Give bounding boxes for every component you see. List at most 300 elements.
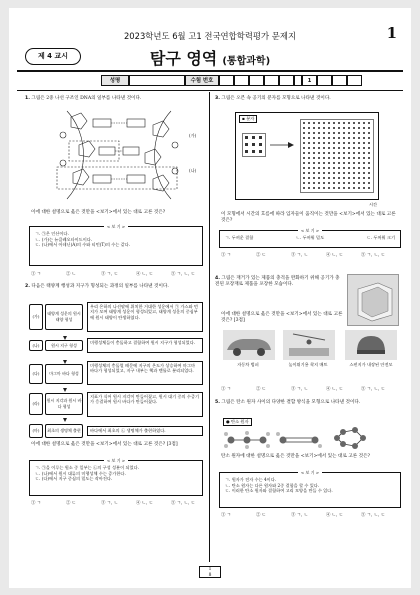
particle-dot bbox=[338, 182, 340, 184]
particle-dot bbox=[303, 142, 305, 144]
exam-digit-box[interactable] bbox=[317, 75, 332, 86]
particle-dot bbox=[348, 162, 350, 164]
particle-dot bbox=[353, 142, 355, 144]
small-particle-grid bbox=[242, 133, 266, 157]
particle-dot bbox=[333, 157, 335, 159]
particle-dot bbox=[303, 172, 305, 174]
bogi-item: ㄷ. (나)에서 아데닌(A)의 수와 티민(T)의 수는 같다. bbox=[35, 242, 131, 248]
particle-dot bbox=[333, 142, 335, 144]
particle-dot bbox=[318, 142, 320, 144]
exam-digit-box[interactable] bbox=[249, 75, 264, 86]
particle-dot bbox=[358, 132, 360, 134]
bogi-box bbox=[29, 460, 203, 496]
particle-dot bbox=[368, 187, 370, 189]
helmet-icon bbox=[345, 330, 397, 360]
particle-dot bbox=[348, 172, 350, 174]
particle-dot bbox=[333, 147, 335, 149]
stage-title: 마그마 바다 형성 bbox=[45, 364, 83, 384]
particle-dot bbox=[313, 122, 315, 124]
particle-dot bbox=[313, 127, 315, 129]
particle-dot bbox=[363, 157, 365, 159]
choice-4[interactable]: ④ ㄴ, ㄷ bbox=[136, 501, 154, 506]
particle-dot bbox=[313, 172, 315, 174]
exam-title: 2023학년도 6월 고1 전국연합학력평가 문제지 bbox=[123, 31, 297, 41]
label-a: (가) bbox=[189, 133, 197, 138]
bogi-item: ㄱ. ㉠을 이루는 원소 중 일부는 ㉡의 구성 성분이 되었다. bbox=[35, 465, 139, 470]
label-b: (나) bbox=[189, 168, 197, 173]
name-field[interactable] bbox=[129, 75, 185, 86]
stage-title: 원시 지각과 원시 바다 형성 bbox=[45, 393, 83, 415]
particle-dot bbox=[368, 152, 370, 154]
question-5-stem bbox=[215, 400, 401, 406]
particle-dot bbox=[308, 167, 310, 169]
stage-title: 최초의 생명체 출현 bbox=[45, 424, 83, 438]
choice-2[interactable]: ② ㄴ bbox=[66, 272, 77, 277]
particle-dot bbox=[328, 182, 330, 184]
particle-dot bbox=[323, 132, 325, 134]
choice-1[interactable]: ① ㄱ bbox=[221, 513, 232, 518]
stage-description: 미행성체의 충돌열 때문에 지구의 온도가 상승하여 마그마 바다가 형성되었고, 지구 내부는 핵과 맨틀로 분리되었다. bbox=[87, 361, 203, 385]
particle-dot bbox=[318, 147, 320, 149]
bogi-item: ㄷ. 두꺼워 크기 bbox=[366, 235, 395, 240]
particle-dot bbox=[323, 122, 325, 124]
particle-dot bbox=[313, 137, 315, 139]
particle-dot bbox=[308, 147, 310, 149]
particle-dot bbox=[363, 152, 365, 154]
question-1-prompt: 이에 대한 설명으로 옳은 것만을 <보기>에서 있는 대로 고른 것은? bbox=[31, 210, 166, 215]
stage-label: (다) bbox=[29, 364, 43, 384]
choice-2[interactable]: ② ㄷ bbox=[256, 253, 267, 258]
particle-dot bbox=[363, 172, 365, 174]
exam-digit-box[interactable] bbox=[219, 75, 234, 86]
bogi-item: ㄱ. 원자가 전자 수는 4이다. bbox=[225, 477, 277, 482]
particle-dot bbox=[358, 152, 360, 154]
particle-dot bbox=[303, 177, 305, 179]
exam-dash bbox=[294, 75, 302, 86]
particle-dot bbox=[343, 122, 345, 124]
particle-dot bbox=[323, 167, 325, 169]
particle-dot bbox=[318, 172, 320, 174]
particle-dot bbox=[328, 137, 330, 139]
particle-dot bbox=[328, 167, 330, 169]
particle-dot bbox=[338, 137, 340, 139]
carbon-bond-models bbox=[223, 418, 399, 450]
particle-dot bbox=[308, 137, 310, 139]
choice-2[interactable]: ② ㄷ bbox=[256, 513, 267, 518]
particle-dot bbox=[348, 182, 350, 184]
particle-model-frame bbox=[235, 112, 379, 200]
page-footer bbox=[199, 566, 221, 578]
student-id-row bbox=[101, 75, 362, 86]
stage-description: 지표가 식어 원시 지각이 만들어졌고, 원시 대기 중의 수증기가 응결하여 원시 바다가 만들어졌다. bbox=[87, 392, 203, 417]
particle-dot bbox=[348, 177, 350, 179]
bogi-title: < 보 기 > bbox=[298, 228, 322, 233]
particle-dot bbox=[368, 122, 370, 124]
particle-dot bbox=[358, 137, 360, 139]
particle-dot bbox=[308, 162, 310, 164]
particle-dot bbox=[353, 172, 355, 174]
particle-dot bbox=[358, 187, 360, 189]
footer-total: 8 bbox=[208, 572, 212, 578]
particle-dot bbox=[313, 162, 315, 164]
particle-dot bbox=[348, 152, 350, 154]
particle-dot bbox=[353, 122, 355, 124]
particle-dot bbox=[368, 157, 370, 159]
bogi-item: ㄱ. ㉠은 인산이다. bbox=[35, 231, 69, 236]
answer-choices bbox=[221, 512, 396, 518]
question-3-prompt: 이 모형에서 시간의 흐름에 따라 입자들이 움직이는 것만을 <보기>에서 있는 대로 고른 것은? bbox=[221, 212, 396, 223]
question-4-prompt: 이에 대한 설명으로 옳은 것만을 <보기>에서 있는 대로 고른 것은? [3점] bbox=[221, 312, 343, 323]
stage-description: 바다에서 최초의 ㉡ 생명체가 출현하였다. bbox=[87, 426, 203, 436]
particle-dot bbox=[328, 147, 330, 149]
large-particle-grid bbox=[300, 119, 374, 193]
particle-dot bbox=[368, 172, 370, 174]
particle-dot bbox=[318, 182, 320, 184]
answer-choices bbox=[31, 500, 206, 506]
particle-dot bbox=[323, 152, 325, 154]
particle-dot bbox=[353, 147, 355, 149]
particle-dot bbox=[318, 137, 320, 139]
particle-dot bbox=[318, 122, 320, 124]
particle-dot bbox=[343, 167, 345, 169]
particle-dot bbox=[323, 162, 325, 164]
particle-dot bbox=[333, 122, 335, 124]
particle-dot bbox=[303, 157, 305, 159]
bogi-box bbox=[219, 230, 401, 248]
particle-dot bbox=[348, 132, 350, 134]
legend-box bbox=[239, 115, 257, 123]
choice-5[interactable]: ⑤ ㄱ, ㄴ, ㄷ bbox=[361, 253, 386, 258]
stage-label: (나) bbox=[29, 340, 43, 351]
particle-dot bbox=[318, 167, 320, 169]
particle-dot bbox=[303, 122, 305, 124]
particle-dot bbox=[353, 177, 355, 179]
choice-1[interactable]: ① ㄱ bbox=[221, 387, 232, 392]
question-5-prompt: 탄소 원자에 대한 설명으로 옳은 것만을 <보기>에서 있는 대로 고른 것은? bbox=[221, 454, 371, 459]
particle-dot bbox=[338, 132, 340, 134]
particle-dot bbox=[313, 187, 315, 189]
particle-dot bbox=[328, 172, 330, 174]
packaging-photo bbox=[347, 274, 399, 326]
bogi-item: ㄴ. (가)는 뉴클레오타이드이다. bbox=[35, 236, 93, 242]
exam-digit-box[interactable] bbox=[264, 75, 279, 86]
particle-dot bbox=[318, 152, 320, 154]
particle-dot bbox=[333, 187, 335, 189]
air-cushion-pack-icon bbox=[348, 275, 400, 327]
particle-dot bbox=[323, 177, 325, 179]
particle-dot bbox=[333, 162, 335, 164]
particle-dot bbox=[318, 177, 320, 179]
particle-dot bbox=[348, 122, 350, 124]
bogi-item: ㄴ. 두꺼워 밀도 bbox=[295, 235, 325, 240]
header-rule-thin bbox=[17, 90, 403, 91]
question-2-prompt: 이에 대한 설명으로 옳은 것만을 <보기>에서 있는 대로 고른 것은? [3점] bbox=[31, 442, 178, 447]
particle-dot bbox=[348, 137, 350, 139]
stage-label: (라) bbox=[29, 393, 43, 415]
particle-dot bbox=[323, 182, 325, 184]
particle-dot bbox=[333, 152, 335, 154]
particle-dot bbox=[328, 152, 330, 154]
legend-box bbox=[223, 418, 252, 426]
particle-dot bbox=[328, 157, 330, 159]
particle-dot bbox=[308, 157, 310, 159]
question-text: 다음은 태양계 행성과 지구가 형성되는 과정의 일부를 나타낸 것이다. bbox=[31, 284, 169, 289]
particle-dot bbox=[328, 162, 330, 164]
footer-page: 1 bbox=[208, 567, 212, 572]
particle-dot bbox=[348, 142, 350, 144]
particle-dot bbox=[368, 167, 370, 169]
particle-dot bbox=[358, 167, 360, 169]
choice-4[interactable]: ④ ㄴ, ㄷ bbox=[136, 272, 154, 277]
choice-2[interactable]: ② ㄷ bbox=[256, 387, 267, 392]
particle-dot bbox=[353, 167, 355, 169]
question-3-stem bbox=[215, 96, 397, 102]
particle-dot bbox=[343, 132, 345, 134]
particle-dot bbox=[308, 132, 310, 134]
particle-dot bbox=[333, 132, 335, 134]
choice-4[interactable]: ④ ㄴ, ㄷ bbox=[326, 513, 344, 518]
choice-3[interactable]: ③ ㄱ, ㄴ bbox=[291, 253, 309, 258]
choice-2[interactable]: ② ㄷ bbox=[66, 501, 77, 506]
bogi-title: < 보 기 > bbox=[104, 224, 128, 229]
choice-5[interactable]: ⑤ ㄱ, ㄴ, ㄷ bbox=[361, 387, 386, 392]
caption-3: 스펀지가 내장된 안전모 bbox=[349, 362, 393, 367]
particle-dot bbox=[348, 157, 350, 159]
question-number: 3. bbox=[215, 96, 220, 101]
molecule-icon: ▪ bbox=[242, 116, 245, 121]
page-number: 1 bbox=[386, 24, 397, 42]
helmet-photo bbox=[345, 330, 397, 360]
particle-dot bbox=[313, 182, 315, 184]
particle-dot bbox=[333, 172, 335, 174]
particle-dot bbox=[318, 157, 320, 159]
choice-5[interactable]: ⑤ ㄱ, ㄴ, ㄷ bbox=[171, 501, 196, 506]
particle-dot bbox=[368, 162, 370, 164]
particle-dot bbox=[313, 147, 315, 149]
answer-choices bbox=[221, 386, 396, 392]
particle-dot bbox=[343, 147, 345, 149]
particle-dot bbox=[338, 162, 340, 164]
bogi-title: < 보 기 > bbox=[104, 458, 128, 463]
choice-3[interactable]: ③ ㄱ, ㄷ bbox=[101, 272, 119, 277]
subject-main: 탐구 영역 bbox=[149, 49, 218, 68]
particle-dot bbox=[368, 137, 370, 139]
particle-dot bbox=[303, 187, 305, 189]
particle-dot bbox=[333, 127, 335, 129]
choice-3[interactable]: ③ ㄱ, ㄴ bbox=[291, 387, 309, 392]
particle-dot bbox=[363, 187, 365, 189]
question-number: 1. bbox=[25, 96, 30, 101]
bumper-photo bbox=[223, 330, 275, 360]
stage-title: 원시 지구 형성 bbox=[45, 340, 83, 351]
exam-digit-box[interactable] bbox=[279, 75, 294, 86]
particle-dot bbox=[303, 167, 305, 169]
subject-title bbox=[9, 46, 411, 69]
bogi-item: ㄷ. (다)에서 지구 중심의 밀도는 작아진다. bbox=[35, 476, 113, 482]
particle-dot bbox=[308, 177, 310, 179]
particle-dot bbox=[343, 177, 345, 179]
particle-dot bbox=[303, 137, 305, 139]
bogi-item: ㄴ. (나)에서 원시 대류의 미행성체 수는 증가한다. bbox=[35, 470, 126, 476]
particle-dot bbox=[358, 147, 360, 149]
question-number: 4. bbox=[215, 276, 220, 281]
particle-dot bbox=[368, 177, 370, 179]
question-text: 그림은 오븐 속 공기의 분자를 모형으로 나타낸 것이다. bbox=[221, 96, 331, 101]
particle-dot bbox=[308, 122, 310, 124]
particle-dot bbox=[353, 152, 355, 154]
particle-dot bbox=[358, 182, 360, 184]
arrow-icon bbox=[270, 141, 294, 149]
particle-dot bbox=[368, 132, 370, 134]
particle-dot bbox=[343, 187, 345, 189]
choice-4[interactable]: ④ ㄴ, ㄷ bbox=[326, 387, 344, 392]
particle-dot bbox=[348, 147, 350, 149]
particle-dot bbox=[338, 167, 340, 169]
choice-3[interactable]: ③ ㄱ, ㄴ bbox=[291, 513, 309, 518]
particle-dot bbox=[358, 142, 360, 144]
particle-dot bbox=[353, 187, 355, 189]
particle-dot bbox=[363, 147, 365, 149]
particle-dot bbox=[358, 157, 360, 159]
exam-number-label: 수험 번호 bbox=[185, 75, 219, 86]
particle-dot bbox=[313, 142, 315, 144]
choice-1[interactable]: ① ㄱ bbox=[221, 253, 232, 258]
subject-sub: (통합과학) bbox=[222, 56, 271, 67]
bogi-item: ㄱ. 두꺼운 결합 bbox=[225, 235, 254, 240]
exam-digit-box: 1 bbox=[302, 75, 317, 86]
particle-dot bbox=[363, 177, 365, 179]
particle-dot bbox=[348, 167, 350, 169]
column-divider bbox=[209, 92, 210, 562]
legend-label: 분자 bbox=[246, 116, 255, 121]
particle-dot bbox=[328, 177, 330, 179]
time-label: 시간 bbox=[369, 202, 378, 207]
particle-dot bbox=[303, 152, 305, 154]
particle-dot bbox=[338, 142, 340, 144]
particle-dot bbox=[363, 162, 365, 164]
question-2-stem bbox=[25, 284, 207, 290]
particle-dot bbox=[363, 142, 365, 144]
particle-dot bbox=[338, 122, 340, 124]
bogi-item: ㄴ. 탄소 원자는 다른 원자와 2중 결합을 할 수 있다. bbox=[225, 482, 320, 488]
particle-dot bbox=[363, 182, 365, 184]
choice-4[interactable]: ④ ㄴ, ㄷ bbox=[326, 253, 344, 258]
particle-dot bbox=[368, 142, 370, 144]
exam-page bbox=[9, 8, 411, 588]
particle-dot bbox=[353, 132, 355, 134]
particle-dot bbox=[308, 142, 310, 144]
particle-dot bbox=[353, 157, 355, 159]
car-icon bbox=[223, 330, 275, 360]
choice-5[interactable]: ⑤ ㄱ, ㄴ, ㄷ bbox=[171, 272, 196, 277]
particle-dot bbox=[338, 187, 340, 189]
particle-dot bbox=[318, 132, 320, 134]
mat-photo bbox=[283, 330, 335, 360]
bogi-item: ㄷ. 이러한 탄소 원자와 결합하여 고리 모양을 만들 수 있다. bbox=[225, 488, 333, 494]
particle-dot bbox=[338, 157, 340, 159]
particle-dot bbox=[323, 147, 325, 149]
particle-dot bbox=[368, 147, 370, 149]
particle-dot bbox=[308, 127, 310, 129]
stage-label: (마) bbox=[29, 424, 43, 438]
particle-dot bbox=[338, 177, 340, 179]
particle-dot bbox=[323, 157, 325, 159]
choice-1[interactable]: ① ㄱ bbox=[31, 272, 42, 277]
particle-dot bbox=[333, 167, 335, 169]
particle-dot bbox=[308, 187, 310, 189]
question-4-stem bbox=[215, 276, 343, 288]
particle-dot bbox=[313, 157, 315, 159]
particle-dot bbox=[358, 172, 360, 174]
stage-title: 태양계 성운의 원시 태양 형성 bbox=[45, 304, 83, 330]
particle-dot bbox=[303, 182, 305, 184]
particle-dot bbox=[323, 137, 325, 139]
choice-5[interactable]: ⑤ ㄱ, ㄴ, ㄷ bbox=[361, 513, 386, 518]
particle-dot bbox=[333, 137, 335, 139]
question-1-stem bbox=[25, 96, 205, 102]
caption-2: 높이뛰기용 착지 매트 bbox=[288, 362, 328, 367]
stage-label: (가) bbox=[29, 304, 43, 330]
choice-3[interactable]: ③ ㄱ, ㄴ bbox=[101, 501, 119, 506]
stage-description: 미행성체들이 충돌하고 결합하여 원시 지구가 형성되었다. bbox=[87, 338, 203, 353]
particle-dot bbox=[328, 187, 330, 189]
particle-dot bbox=[363, 137, 365, 139]
session-badge: 제 4 교시 bbox=[25, 48, 81, 65]
exam-digit-box[interactable] bbox=[234, 75, 249, 86]
exam-digit-box[interactable] bbox=[332, 75, 347, 86]
particle-dot bbox=[343, 157, 345, 159]
particle-dot bbox=[343, 142, 345, 144]
particle-dot bbox=[333, 182, 335, 184]
header-rule bbox=[17, 70, 403, 72]
particle-dot bbox=[358, 177, 360, 179]
dna-diagram bbox=[49, 105, 189, 205]
answer-choices bbox=[31, 271, 206, 277]
legend-label: 탄소 원자 bbox=[231, 419, 249, 424]
answer-choices bbox=[221, 252, 396, 258]
name-label: 성명 bbox=[101, 75, 129, 86]
particle-dot bbox=[313, 132, 315, 134]
particle-dot bbox=[328, 127, 330, 129]
particle-dot bbox=[348, 127, 350, 129]
particle-dot bbox=[308, 182, 310, 184]
particle-dot bbox=[353, 127, 355, 129]
particle-dot bbox=[338, 127, 340, 129]
particle-dot bbox=[328, 122, 330, 124]
particle-dot bbox=[338, 172, 340, 174]
particle-dot bbox=[353, 162, 355, 164]
particle-dot bbox=[318, 187, 320, 189]
bogi-title: < 보 기 > bbox=[298, 470, 322, 475]
particle-dot bbox=[323, 172, 325, 174]
particle-dot bbox=[303, 147, 305, 149]
particle-dot bbox=[343, 152, 345, 154]
particle-dot bbox=[313, 177, 315, 179]
exam-digit-box[interactable] bbox=[347, 75, 362, 86]
particle-dot bbox=[363, 122, 365, 124]
particle-dot bbox=[308, 172, 310, 174]
particle-dot bbox=[318, 127, 320, 129]
particle-dot bbox=[368, 127, 370, 129]
particle-dot bbox=[343, 172, 345, 174]
carbon-chain-diagram bbox=[223, 426, 399, 450]
jump-mat-icon bbox=[283, 330, 335, 360]
particle-dot bbox=[323, 187, 325, 189]
particle-dot bbox=[338, 147, 340, 149]
choice-1[interactable]: ① ㄱ bbox=[31, 501, 42, 506]
question-text: 그림은 재거가 있는 제품의 충격을 완화하기 위해 공기가 충전된 포장재로 제품을 포장한 모습이다. bbox=[215, 276, 340, 287]
particle-dot bbox=[338, 152, 340, 154]
